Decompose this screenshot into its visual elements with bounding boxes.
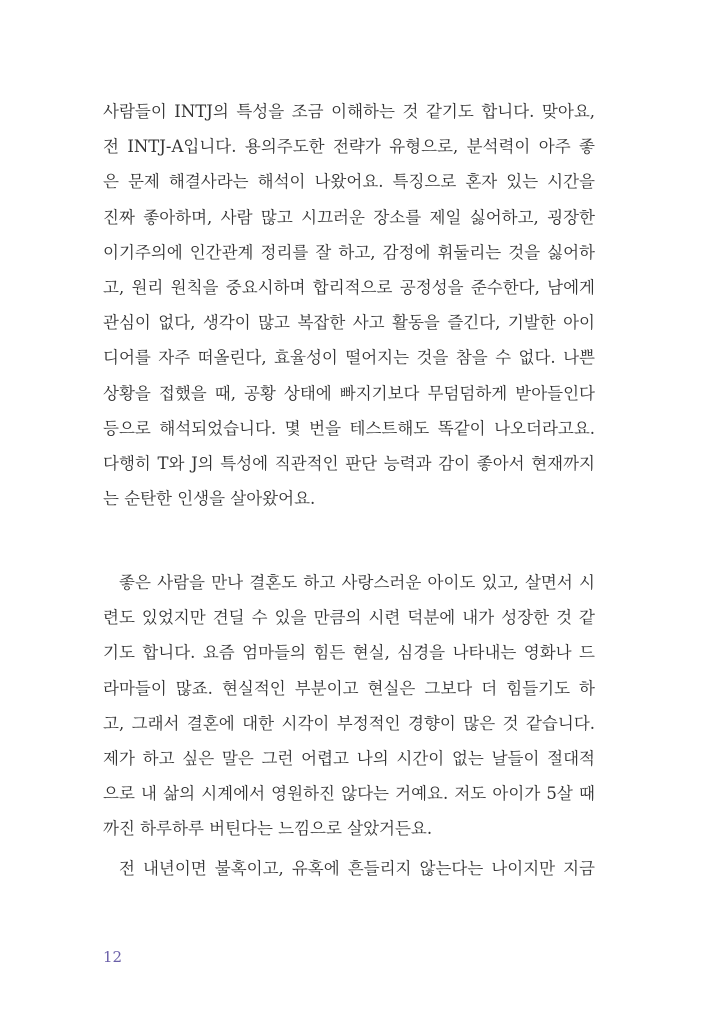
text-line: 으로 내 삶의 시계에서 영원하진 않다는 거예요. 저도 아이가 5살 때 — [103, 784, 595, 804]
text-line: 디어를 자주 떠올린다, 효율성이 떨어지는 것을 참을 수 없다. 나쁜 — [103, 348, 595, 368]
text-line: 이기주의에 인간관계 정리를 잘 하고, 감정에 휘둘리는 것을 싫어하 — [103, 242, 595, 262]
text-line: 고, 그래서 결혼에 대한 시각이 부정적인 경향이 많은 것 같습니다. — [103, 713, 595, 733]
paragraph-2 — [103, 565, 595, 847]
text-line: 사람들이 INTJ의 특성을 조금 이해하는 것 같기도 합니다. 맞아요, — [103, 102, 595, 121]
text-line: 는 순탄한 인생을 살아왔어요. — [103, 489, 316, 509]
page-number: 12 — [103, 948, 123, 966]
text-line: 전 INTJ-A입니다. 용의주도한 전략가 유형으로, 분석력이 아주 좋 — [103, 137, 595, 157]
text-line: 까진 하루하루 버틴다는 느낌으로 살았거든요. — [103, 819, 433, 839]
text-line: 관심이 없다, 생각이 많고 복잡한 사고 활동을 즐긴다, 기발한 아이 — [103, 313, 595, 333]
text-line: 은 문제 해결사라는 해석이 나왔어요. 특징으로 혼자 있는 시간을 — [103, 172, 595, 192]
paragraph-3 — [103, 851, 595, 886]
text-line: 등으로 해석되었습니다. 몇 번을 테스트해도 똑같이 나오더라고요. — [103, 418, 595, 438]
text-line: 다행히 T와 J의 특성에 직관적인 판단 능력과 감이 좋아서 현재까지 — [103, 453, 595, 473]
text-line: 진짜 좋아하며, 사람 많고 시끄러운 장소를 제일 싫어하고, 굉장한 — [103, 207, 595, 227]
text-line: 기도 합니다. 요즘 엄마들의 힘든 현실, 심경을 나타내는 영화나 드 — [103, 643, 595, 663]
text-line: 상황을 접했을 때, 공황 상태에 빠지기보다 무덤덤하게 받아들인다 — [103, 383, 595, 403]
paragraph-1 — [103, 94, 595, 516]
text-line: 련도 있었지만 견딜 수 있을 만큼의 시련 덕분에 내가 성장한 것 같 — [103, 608, 595, 628]
text-line: 제가 하고 싶은 말은 그런 어렵고 나의 시간이 없는 날들이 절대적 — [103, 748, 595, 768]
text-line: 좋은 사람을 만나 결혼도 하고 사랑스러운 아이도 있고, 살면서 시 — [119, 573, 595, 592]
text-line: 전 내년이면 불혹이고, 유혹에 흔들리지 않는다는 나이지만 지금 — [119, 859, 595, 878]
text-line: 라마들이 많죠. 현실적인 부분이고 현실은 그보다 더 힘들기도 하 — [103, 678, 595, 698]
text-line: 고, 원리 원칙을 중요시하며 합리적으로 공정성을 준수한다, 남에게 — [103, 277, 595, 297]
